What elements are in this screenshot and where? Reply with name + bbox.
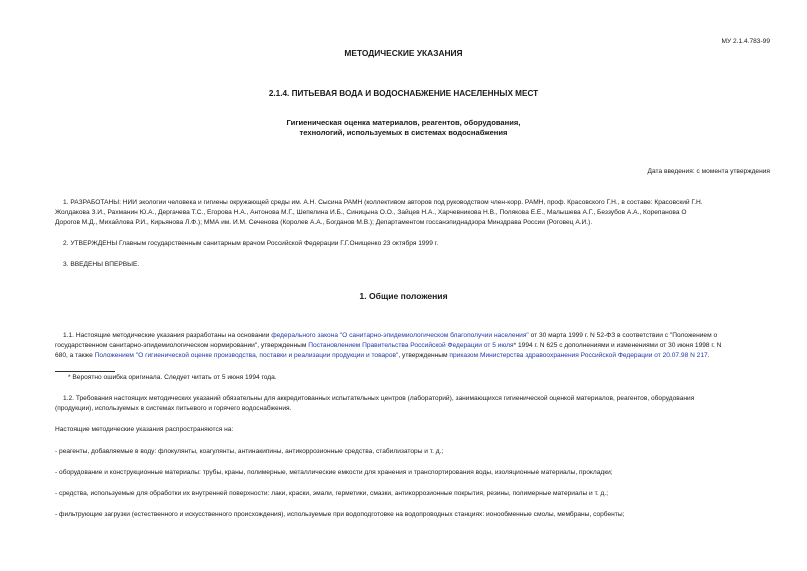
- paragraph-1-line-3: Дорогов М.Д., Михайлова Р.И., Кирьянова Л.Ф.); ММА им. И.М. Сеченова (Королев А.А., Богданов М.В.); Департаментом госсанэпиднадзора Минздрава России (Роговец А.И.).: [55, 219, 593, 226]
- section-1-heading: 1. Общие положения: [359, 291, 448, 301]
- list-item: - оборудование и конструкционные материалы: трубы, краны, полимерные, металлические емкости для хранения и транспортирования воды, изоляционные материалы, прокладки;: [55, 469, 613, 476]
- text: , утвержденным: [398, 352, 450, 359]
- paragraph-1-1-line-2: [55, 341, 771, 351]
- list-item: - средства, используемые для обработки их внутренней поверхности: лаки, краски, эмали, герметики, смазки, антикоррозионные покрытия, резины, полимерные материалы и т. д.;: [55, 490, 609, 497]
- section-title: 2.1.4. ПИТЬЕВАЯ ВОДА И ВОДОСНАБЖЕНИЕ НАСЕЛЕННЫХ МЕСТ: [268, 89, 539, 98]
- intro-date: Дата введения: с момента утверждения: [647, 168, 770, 175]
- paragraph-1-2-line-2: (продукции), используемых в системах питьевого и горячего водоснабжения.: [55, 405, 292, 412]
- government-decree-link[interactable]: Постановлением Правительства Российской Федерации от 5 июля: [308, 342, 514, 349]
- federal-law-link[interactable]: федерального закона "О санитарно-эпидемиологическом благополучии населения": [271, 332, 529, 339]
- paragraph-1-line-2: Жолдакова З.И., Рахманин Ю.А., Дергачева Т.С., Егорова Н.А., Антонова М.Г., Шепелина И.Б., Синицына О.О., Зайцев Н.А., Харчевникова Н.В., Полякова Е.Е., Малышева А.Г., Беззубов А.А., Корепанова О: [55, 209, 687, 216]
- text: * 1994 г. N 625 с дополнениями и изменениями от 30 июня 1998 г. N: [513, 342, 722, 349]
- text: .: [707, 352, 710, 359]
- paragraph-1-line-1: 1. РАЗРАБОТАНЫ: НИИ экологии человека и гигиены окружающей среды им. А.Н. Сысина РАМН (коллективом авторов под руководством член-корр. РАМН, проф. Красовского Г.Н., в составе: Красовский Г.Н.: [63, 199, 703, 206]
- text: от 30 марта 1999 г. N 52-ФЗ в соответствии с "Положением о: [528, 332, 718, 339]
- text: государственном санитарно-эпидемиологическом нормировании", утвержденным: [55, 342, 309, 349]
- scope-paragraph: Настоящие методические указания распространяются на:: [55, 426, 234, 433]
- paragraph-1-1-line-1: [55, 331, 771, 341]
- paragraph-1-1-line-3: [55, 351, 771, 361]
- subtitle-line-2: технологий, используемых в системах водоснабжения: [299, 128, 508, 137]
- document-title: МЕТОДИЧЕСКИЕ УКАЗАНИЯ: [344, 48, 463, 58]
- text: 680, а также: [55, 352, 95, 359]
- subtitle-line-1: Гигиеническая оценка материалов, реагентов, оборудования,: [286, 118, 521, 127]
- ministry-order-link[interactable]: приказом Министерства здравоохранения Российской Федерации от 20.07.98 N 217: [449, 352, 708, 359]
- paragraph-1-2-line-1: 1.2. Требования настоящих методических указаний обязательны для аккредитованных испытательных центров (лабораторий), занимающихся гигиенической оценкой материалов, реагентов, оборудования: [63, 395, 695, 402]
- document-number: МУ 2.1.4.783-99: [721, 38, 770, 45]
- document-subtitle: [0, 118, 807, 138]
- footnote-divider: [55, 371, 115, 372]
- regulation-link[interactable]: Положением "О гигиенической оценке производства, поставки и реализации продукции и товаров": [94, 352, 399, 359]
- list-item: - реагенты, добавляемые в воду: флокулянты, коагулянты, антинакипины, антикоррозионные средства, стабилизаторы и т. д.;: [55, 448, 444, 455]
- list-item: - фильтрующие загрузки (естественного и искусственного происхождения), используемые при водоподготовке на водопроводных станциях: ионообменные смолы, мембраны, сорбенты;: [55, 511, 625, 518]
- text: 1.1. Настоящие методические указания разработаны на основании: [63, 332, 272, 339]
- footnote: * Вероятно ошибка оригинала. Следует читать от 5 июня 1994 года.: [68, 374, 277, 381]
- paragraph-2: 2. УТВЕРЖДЕНЫ Главным государственным санитарным врачом Российской Федерации Г.Г.Онищенко 23 октября 1999 г.: [63, 240, 439, 247]
- paragraph-3: 3. ВВЕДЕНЫ ВПЕРВЫЕ.: [63, 261, 140, 268]
